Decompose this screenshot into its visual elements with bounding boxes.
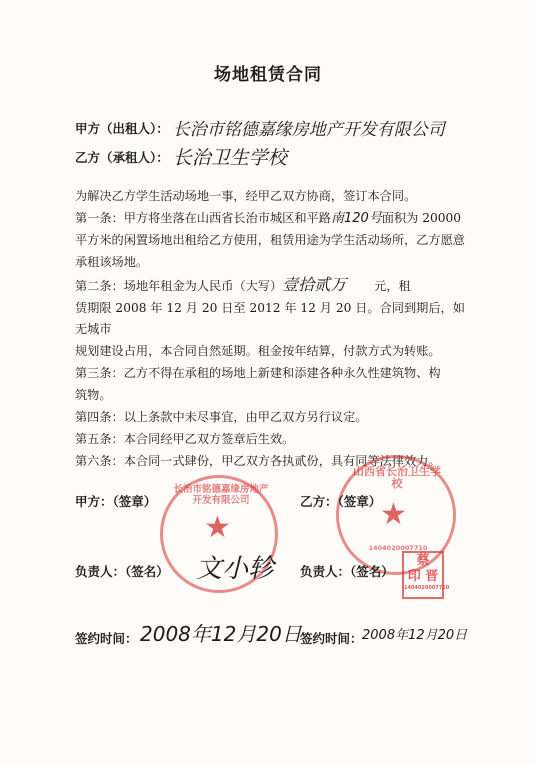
clause-3-line-2: 筑物。 — [75, 388, 112, 402]
party-b-seal-star-icon: ★ — [380, 497, 407, 532]
clause-2-line-1: 第二条：场地年租金为人民币（大写）壹拾贰万 元，租 — [75, 275, 411, 294]
clause-2-line-3: 规划建设占用，本合同自然延期。租金按年结算，付款方式为转账。 — [75, 344, 441, 358]
party-a-representative-label: 负责人：（签名） — [75, 564, 169, 579]
clause-3-line-1: 第三条：乙方不得在承租的场地上新建和添建各种永久性建筑物、构 — [75, 366, 441, 380]
party-a-handwritten-name: 长治市铭德嘉缘房地产开发有限公司 — [172, 120, 445, 140]
party-b-date-label: 签约时间： — [300, 631, 363, 646]
clause-2-line-2: 赁期限 2008 年 12 月 20 日至 2012 年 12 月 20 日。合同到期后，如无城市 — [75, 301, 465, 336]
party-a-representative-signature: 文小轸 — [196, 554, 275, 584]
clause-1-line-2: 平方米的闲置场地出租给乙方使用，租赁用途为学生活动场所，乙方愿意 — [75, 233, 465, 247]
party-b-label: 乙方（承租人）： — [75, 150, 169, 165]
representative-name-seal: 蔡 印 晋 1404020007710 — [402, 551, 444, 599]
clause-1-address-handwritten: 南120号 — [330, 211, 382, 226]
clause-6: 第六条：本合同一式肆份，甲乙双方各执贰份，具有同等法律效力。 — [75, 454, 441, 468]
party-a-seal-star-icon: ★ — [204, 510, 231, 545]
party-b-handwritten-name: 长治卫生学校 — [172, 147, 287, 169]
party-b-date-handwritten: 2008年12月20日 — [362, 628, 468, 643]
document-title: 场地租赁合同 — [214, 65, 322, 85]
contract-body — [75, 186, 473, 473]
clause-5: 第五条：本合同经甲乙双方签章后生效。 — [75, 432, 295, 446]
clause-1-line-3: 承租该场地。 — [75, 255, 149, 269]
party-a-company-seal: 长治市铭德嘉缘房地产开发有限公司 — [160, 475, 278, 593]
party-a-date-handwritten: 2008年12月20日 — [140, 622, 302, 646]
rent-amount-handwritten: 壹拾贰万 — [282, 275, 347, 294]
party-a-date-label: 签约时间： — [75, 631, 138, 646]
intro-paragraph: 为解决乙方学生活动场地一事，经甲乙双方协商，签订本合同。 — [75, 189, 417, 203]
clause-4: 第四条：以上条款中未尽事宜，由甲乙双方另行议定。 — [75, 410, 368, 424]
party-b-row — [75, 141, 287, 168]
party-a-label: 甲方（出租人）： — [75, 121, 169, 136]
clause-1-line-1: 第一条：甲方将坐落在山西省长治市城区和平路南120号面积为 20000 — [75, 211, 461, 226]
party-b-school-seal: 山西省长治卫生学校 1404020007710 — [336, 455, 456, 575]
party-a-row — [75, 113, 445, 138]
party-b-representative-label: 负责人：（签名） — [300, 564, 394, 579]
party-b-seal-label: 乙方：（签章） — [300, 494, 382, 509]
party-a-seal-label: 甲方：（签章） — [75, 494, 157, 509]
